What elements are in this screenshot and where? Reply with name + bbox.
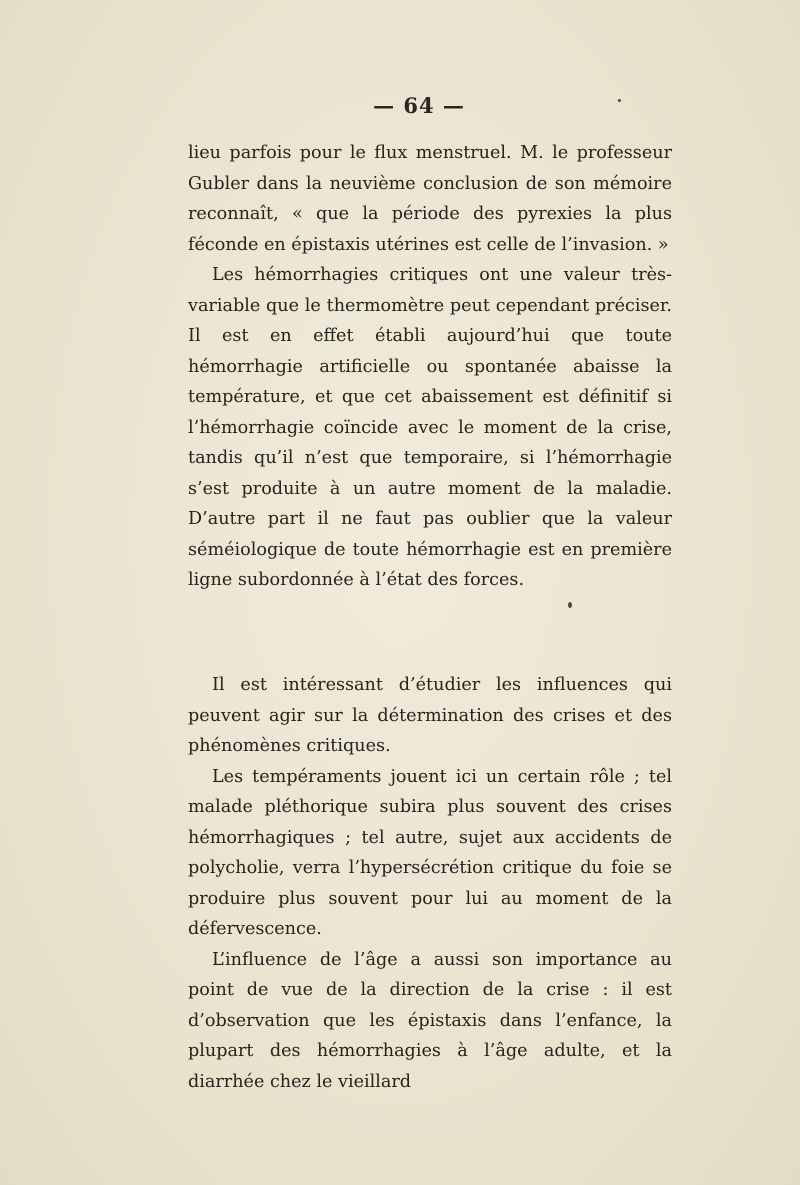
page-number: — 64 — — [373, 93, 465, 118]
paragraph: Les hémorrhagies critiques ont une valeur très-variable que le thermomètre peut cependant préciser. Il est en effet établi aujourd’hui que toute hémorrhagie artificielle ou spontanée abaisse la température, et que cet abaissement est définitif si l’hémorrhagie coïncide avec le moment de la crise, tandis qu’il n’est que temporaire, si l’hémorrhagie s’est produite à un autre moment de la maladie. D’autre part il ne faut pas oublier que la valeur séméiologique de toute hémorrhagie est en première ligne subordonnée à l’état des forces. — [188, 265, 672, 590]
paragraph: L’influence de l’âge a aussi son importance au point de vue de la direction de la crise : il est d’observation que les épistaxis dans l’enfance, la plupart des hémorrhagies à l’âge adulte, et la diarrhée chez le vieillard — [188, 949, 672, 1092]
ink-speck — [618, 99, 621, 102]
ink-speck — [568, 602, 572, 608]
text-section-top — [188, 138, 672, 596]
paragraph: Il est intéressant d’étudier les influences qui peuvent agir sur la détermination des crises et des phénomènes critiques. — [188, 675, 672, 756]
paragraph: lieu parfois pour le flux menstruel. M. le professeur Gubler dans la neuvième conclusion de son mémoire reconnaît, « que la période des pyrexies la plus féconde en épistaxis utérines est celle de l’invasion. » — [188, 143, 672, 255]
text-section-bottom — [188, 670, 672, 1097]
paragraph: Les tempéraments jouent ici un certain rôle ; tel malade pléthorique subira plus souvent des crises hémorrhagiques ; tel autre, sujet aux accidents de polycholie, verra l’hypersécrétion critique du foie se produire plus souvent pour lui au moment de la défervescence. — [188, 766, 672, 939]
